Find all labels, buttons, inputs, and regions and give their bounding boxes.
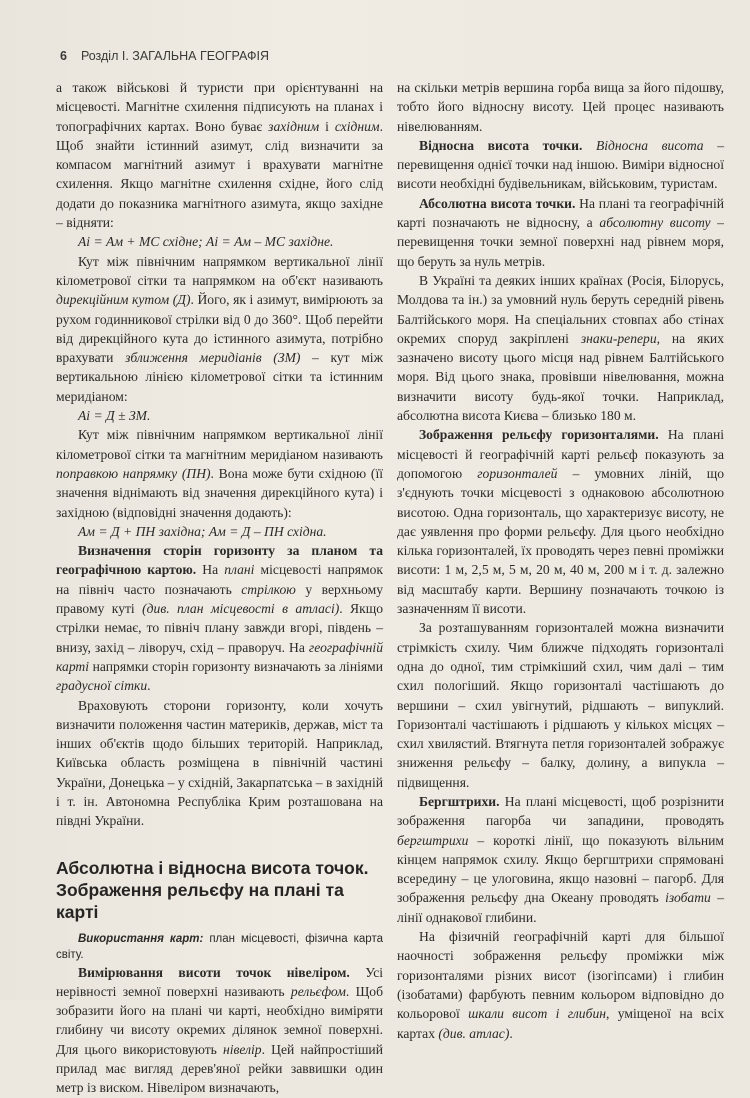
paragraph-magnetic-declination: а також військові й туристи при орієнтуванні на місцевості. Магнітне схилення підписують на планах і топографічних картах. Воно буває західним і східним. Щоб знайти істинний азимут, слід визначити за компасом магнітний азимут і врахувати магнітне схилення. Якщо магнітне схилення східне, його слід додати до показника магнітного азимута, якщо західне – відняти: bbox=[56, 80, 383, 231]
section-title: Абсолютна і відносна висота точок. Зображення рельєфу на плані та карті bbox=[56, 857, 369, 922]
paragraph-relative-height: Відносна висота точки. Відносна висота – перевищення однієї точки над іншою. Виміри відносної висоти необхідні будівельникам, військовим, туристам. bbox=[397, 137, 725, 192]
paragraph-contour-lines: Зображення рельєфу горизонталями. На плані місцевості й географічній карті рельєф показують за допомогою горизонталей – умовних ліній, що з'єднують точки місцевості з однаковою абсолютною висотою. Одна горизонталь, що характеризує висоту, не дає уявлення про форми рельєфу. Для цього необхідно кілька горизонталей, їх проводять через певні проміжки висоти: 1 м, 2,5 м, 5 м, 20 м, 40 м, 200 м і т. д. залежно від масштабу карти. Вершину позначають точкою із зазначенням її висоти. bbox=[397, 427, 724, 617]
paragraph-horizon-directions: Визначення сторін горизонту за планом та географічною картою. На плані місцевості напрямок на північ часто позначають стрілкою у верхньому правому куті (див. план місцевості в атласі). Якщо стрілки немає, то північ плану завжди вгорі, південь – внизу, захід – ліворуч, схід – праворуч. На географічній карті напрямки сторін горизонту визначають за лініями градусної сітки. bbox=[56, 543, 384, 694]
maps-used-line: Використання карт: план місцевості, фізична карта світу. bbox=[56, 932, 383, 961]
paragraph-absolute-height: Абсолютна висота точки. На плані та географічній карті позначають не відносну, а абсолютну висоту – перевищення точки земної поверхні над рівнем моря, що беруть за нуль метрів. bbox=[397, 195, 725, 269]
paragraph-physical-map-colors: На фізичній географічній карті для більшої наочності зображення рельєфу проміжки між горизонталями різних висот (ізогіпсами) і глибин (ізобатами) фарбують певним кольором відповідно до кольорової шкали висот і глибин, уміщеної на всіх картах (див. атлас). bbox=[397, 929, 724, 1041]
page-number: 6 bbox=[60, 49, 67, 63]
paragraph-directional-angle: Кут між північним напрямком вертикальної лінії кілометрової сітки та напрямком на об'єкт називають дирекційним кутом (Д). Його, як і азимут, вимірюють за рухом годинникової стрілки від 0 до 360°. Щоб перейти від дирекційного кута до істинного азимута, потрібно врахувати зближення меридіанів (ЗМ) – кут між вертикальною лінією кілометрової сітки та істинним меридіаном: bbox=[56, 253, 383, 404]
paragraph-leveling: Вимірювання висоти точок нівеліром. Усі нерівності земної поверхні називають рельєфом. Щоб зобразити його на плані чи карті, необхідно виміряти глибину чи висоту окремих ділянок земної поверхні. Для цього використовують нівелір. Цей найпростіший прилад має вигляд дерев'яної рейки заввишки один метр із виском. Нівеліром визначають, bbox=[56, 964, 384, 1096]
chapter-title: Розділ І. ЗАГАЛЬНА ГЕОГРАФІЯ bbox=[80, 49, 269, 63]
paragraph-direction-correction: Кут між північним напрямком вертикальної лінії кілометрової сітки та магнітним меридіаном називають поправкою напрямку (ПН). Вона може бути східною (її значення віднімають від значення дирекційного кута) і західною (відповідні значення додають): bbox=[56, 427, 383, 520]
right-column bbox=[397, 78, 724, 1043]
formula-true-azimuth: Аі = Ам + МС східне; Аі = Ам – МС західне. bbox=[78, 234, 334, 250]
formula-magnetic-azimuth: Ам = Д + ПН західна; Ам = Д – ПН східна. bbox=[78, 523, 327, 539]
paragraph-slope-steepness: За розташуванням горизонталей можна визначити стрімкість схилу. Чим ближче підходять горизонталі одна до одної, тим стрімкіший схил, чим далі – тим схил пологіший. Якщо горизонталі частішають до вершини – схил увігнутий, рідшають – випуклий. Горизонталі частішають і рідшають у кількох місцях – схил хвилястий. Втягнута петля горизонталей зображує зниження рельєфу – балку, долину, а випукла – підвищення. bbox=[397, 620, 724, 790]
paragraph-leveling-cont: на скільки метрів вершина горба вища за його підошву, тобто його відносну висоту. Цей процес називають нівелюванням. bbox=[397, 80, 724, 134]
left-column bbox=[56, 78, 383, 1098]
formula-meridian-convergence: Аі = Д ± ЗМ. bbox=[78, 408, 151, 424]
running-header bbox=[60, 49, 269, 67]
paragraph-slope-hachures: Бергштрихи. На плані місцевості, щоб розрізнити зображення пагорба чи западини, проводять бергштрихи – короткі лінії, що показують вільним кінцем напрямок схилу. Якщо бергштрихи спрямовані всередину – це улоговина, якщо назовні – пагорб. Для зображення рельєфу дна Океану проводять ізобати – лінії однакової глибини. bbox=[397, 793, 724, 925]
paragraph-horizon-usage: Враховують сторони горизонту, коли хочуть визначити положення частин материків, держав, міст та інших об'єктів щодо більших територій. Наприклад, Київська область розміщена в північній частині України, Донецька – у східній, Закарпатська – в західній і т. ін. Автономна Республіка Крим розташована на півдні України. bbox=[56, 697, 383, 829]
paragraph-baltic-sea-level: В Україні та деяких інших країнах (Росія, Білорусь, Молдова та ін.) за умовний нуль беруть середній рівень Балтійського моря. На спеціальних стовпах або стінах окремих споруд закріплені знаки-репери, на яких зазначено висоту цього місця над рівнем Балтійського моря. Від цього знака, провівши нівелювання, можна визначити висоту будь-якої точки. Наприклад, абсолютна висота Києва – близько 180 м. bbox=[397, 272, 725, 424]
